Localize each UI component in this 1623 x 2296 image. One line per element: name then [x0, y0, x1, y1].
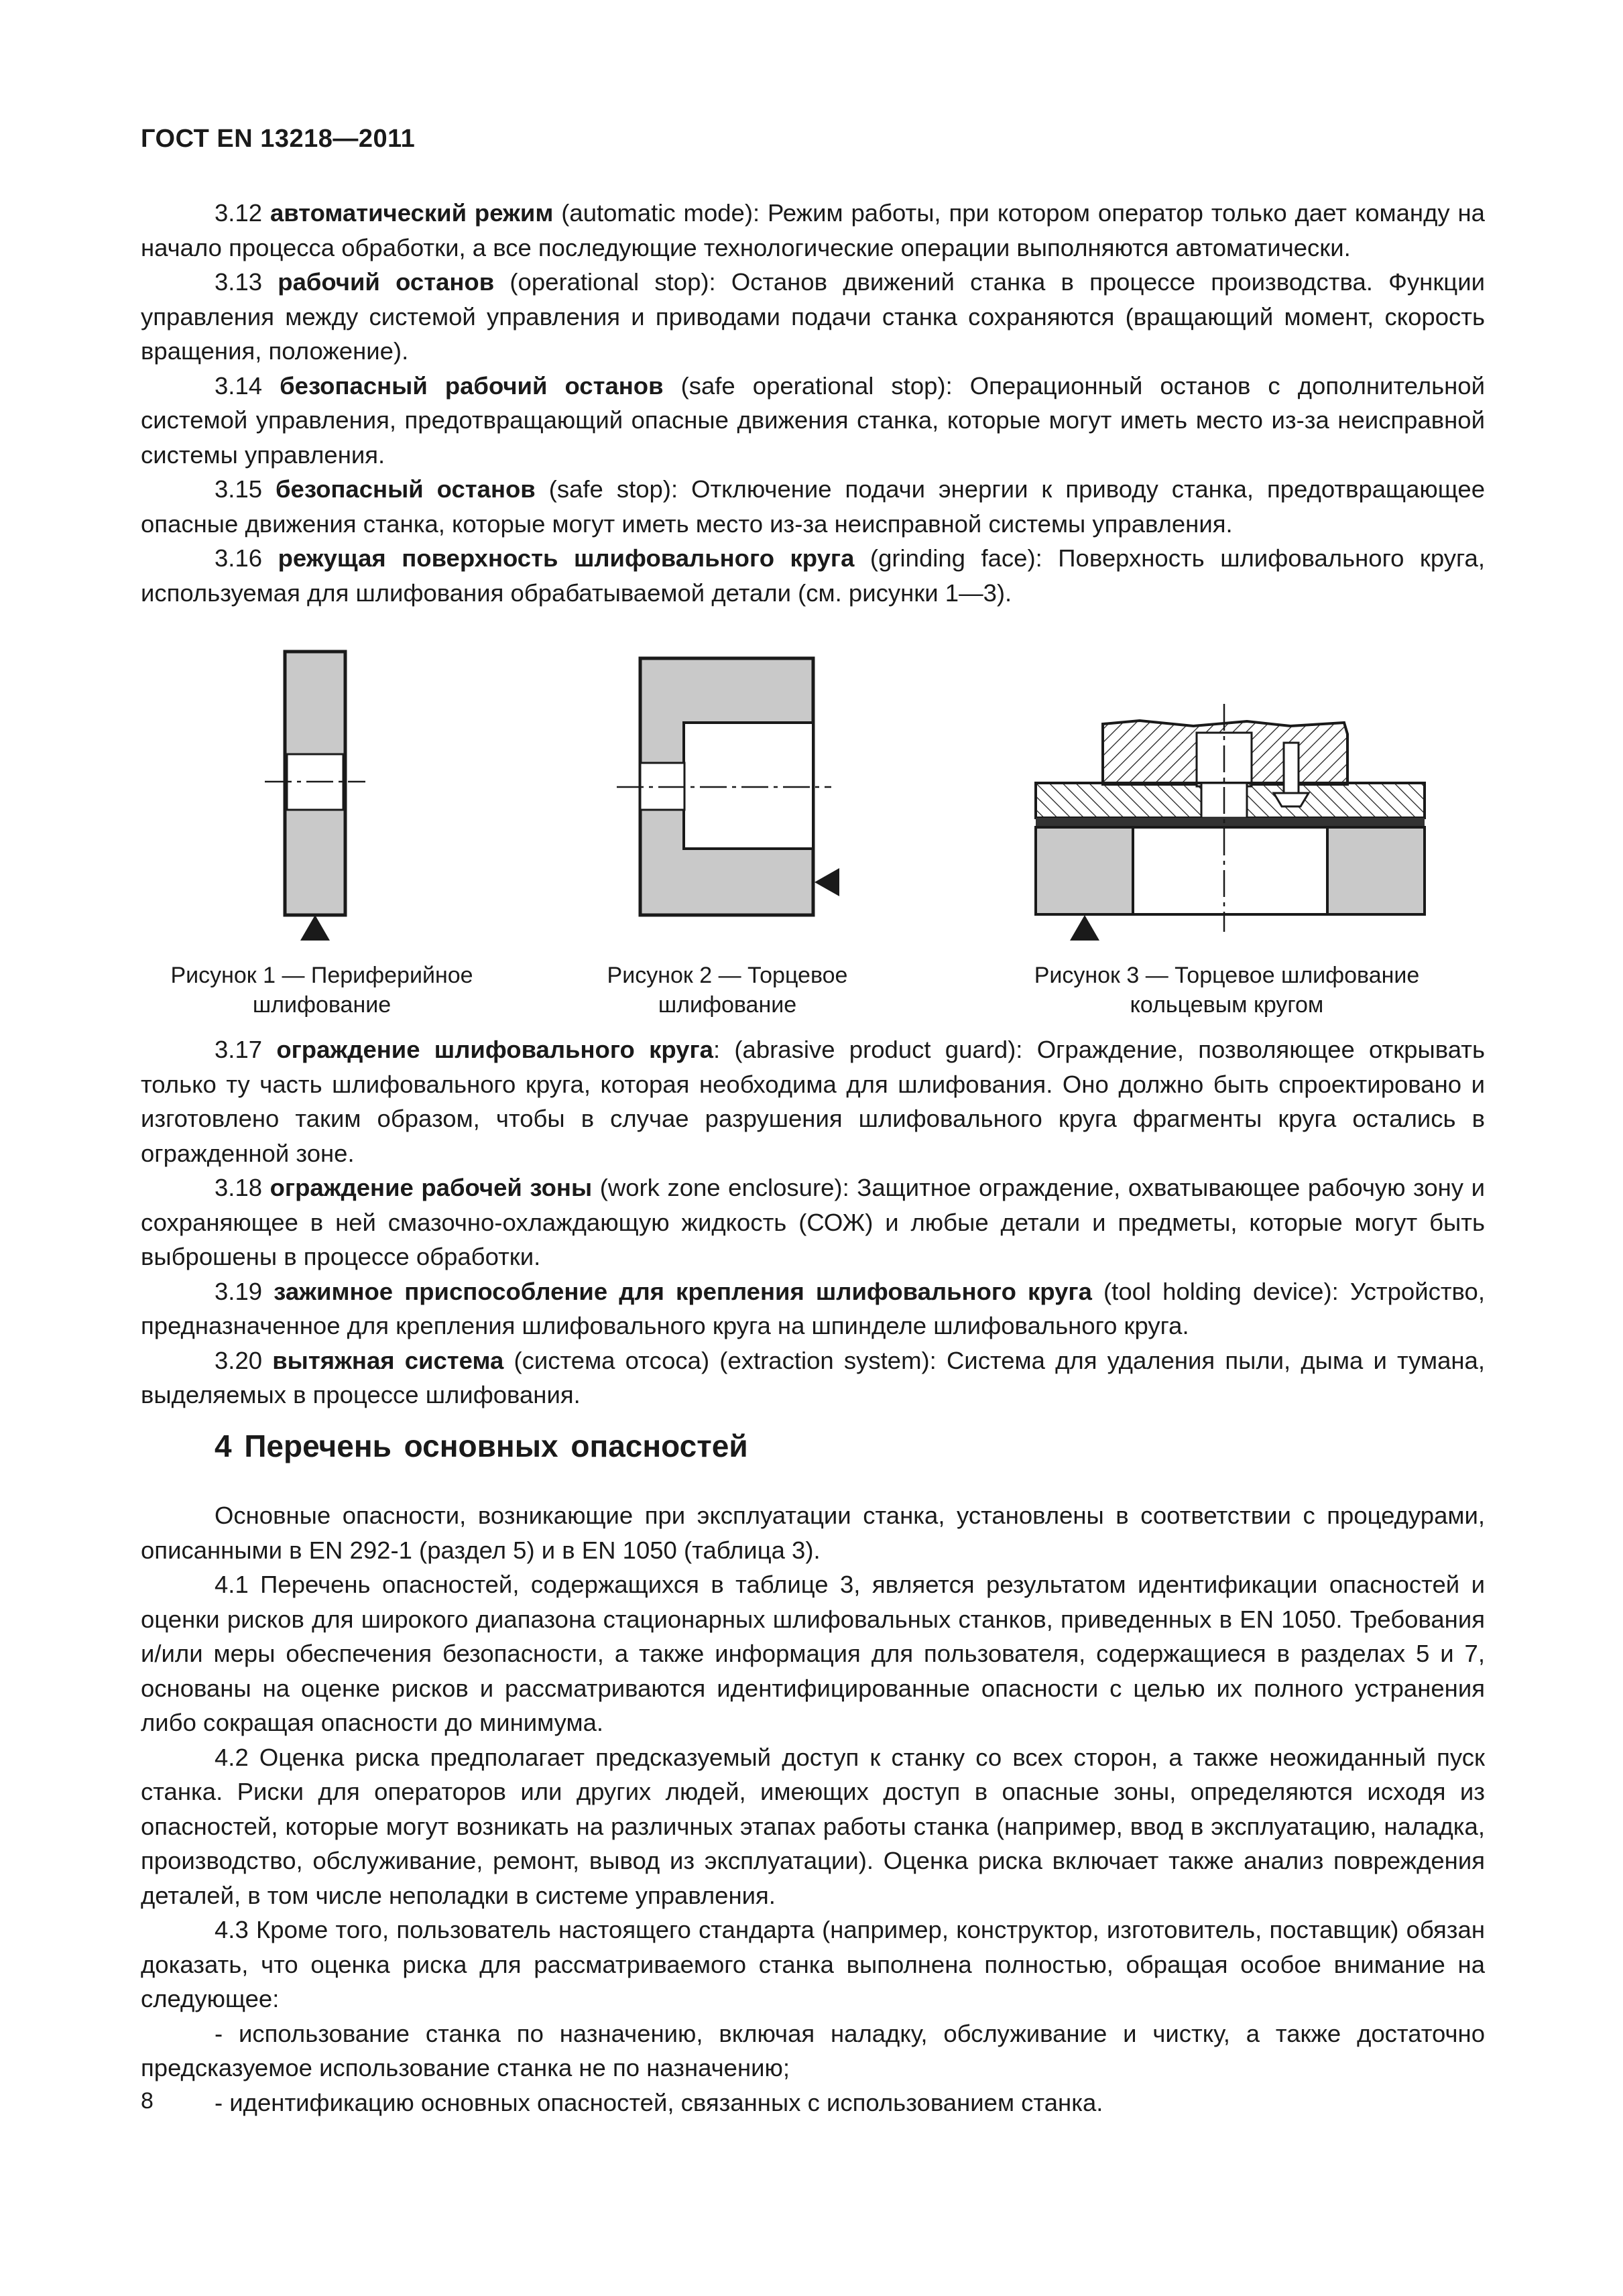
- grinding-face-marker: [1070, 915, 1099, 941]
- figure-1-drawing: [265, 652, 365, 941]
- list-item: - использование станка по назначению, включая наладку, обслуживание и чистку, а также достаточно предсказуемое использование станка не по назначению;: [141, 2019, 1485, 2081]
- figures-drawing: [0, 623, 1623, 945]
- figure-3-caption: Рисунок 3 — Торцевое шлифование кольцевым кругом: [1034, 963, 1420, 1018]
- definitions-block-1: [141, 196, 1485, 610]
- figure-2-caption: Рисунок 2 — Торцевое шлифование: [607, 963, 848, 1018]
- term: режущая поверхность шлифовального круга: [278, 544, 855, 572]
- term: ограждение шлифовального круга: [276, 1036, 713, 1063]
- definition-3-13: 3.13 рабочий останов (operational stop): Останов движений станка в процессе производства. Функции управления между системой управления и приводами подачи станка сохраняются (вращающий момент, скорость вращения, положение).: [141, 268, 1485, 365]
- ring-wheel-bore: [1133, 827, 1327, 914]
- term: зажимное приспособление для крепления шлифовального круга: [274, 1277, 1092, 1305]
- paragraph: Основные опасности, возникающие при эксплуатации станка, установлены в соответствии с процедурами, описанными в EN 292-1 (раздел 5) и в EN 1050 (таблица 3).: [141, 1502, 1485, 1564]
- ring-wheel-right: [1327, 827, 1425, 914]
- page-number: 8: [141, 2088, 154, 2114]
- document-header: ГОСТ EN 13218—2011: [141, 125, 416, 153]
- paragraph: 4.1 Перечень опасностей, содержащихся в таблице 3, является результатом идентификации опасностей и оценки рисков для широкого диапазона стационарных шлифовальных станков, приведенных в EN 1050. Требования и/или меры обеспечения безопасности, а также информация для пользователя, содержащиеся в разделах 5 и 7, основаны на оценке рисков и рассматриваются идентифицированные опасности с целью их полного устранения либо сокращая опасности до минимума.: [141, 1571, 1485, 1736]
- figure-1-caption: Рисунок 1 — Периферийное шлифование: [170, 963, 473, 1018]
- term: безопасный останов: [276, 475, 536, 503]
- paragraph: 4.2 Оценка риска предполагает предсказуемый доступ к станку со всех сторон, а также неожиданный пуск станка. Риски для операторов или других людей, имеющих доступ в опасные зоны, определяются исходя из опасностей, которые могут возникать на различных этапах работы станка (например, ввод в эксплуатацию, наладка, производство, обслуживание, ремонт, вывод из эксплуатации). Оценка риска включает также анализ повреждения деталей, в том числе неполадки в системе управления.: [141, 1743, 1485, 1909]
- cup-recess: [684, 723, 813, 849]
- ring-wheel-left: [1036, 827, 1133, 914]
- definition-3-12: 3.12 автоматический режим (automatic mode): Режим работы, при котором оператор только дает команду на начало процесса обработки, а все последующие технологические операции выполняются автоматически.: [141, 199, 1485, 261]
- paragraph: 4.3 Кроме того, пользователь настоящего стандарта (например, конструктор, изготовитель, поставщик) обязан доказать, что оценка риска для рассматриваемого станка выполнена полностью, обращая особое внимание на следующее:: [141, 1916, 1485, 2012]
- definition-3-16: 3.16 режущая поверхность шлифовального круга (grinding face): Поверхность шлифовального круга, используемая для шлифования обрабатываемой детали (см. рисунки 1—3).: [141, 544, 1485, 607]
- definition-3-20: 3.20 вытяжная система (система отсоса) (extraction system): Система для удаления пыли, дыма и тумана, выделяемых в процессе шлифования.: [141, 1346, 1485, 1408]
- definition-3-17: 3.17 ограждение шлифовального круга: (abrasive product guard): Ограждение, позволяющее открывать только ту часть шлифовального круга, которая необходима для шлифования. Оно должно быть спроектировано и изготовлено таким образом, чтобы в случае разрушения шлифовального круга фрагменты круга остались в огражденной зоне.: [141, 1036, 1485, 1167]
- list-item: - идентификацию основных опасностей, связанных с использованием станка.: [215, 2088, 1103, 2116]
- figure-3-drawing: [1036, 704, 1425, 941]
- definitions-block-2: [141, 1032, 1485, 1412]
- term: вытяжная система: [272, 1346, 504, 1374]
- section-4-title: 4 Перечень основных опасностей: [215, 1429, 748, 1463]
- wheel-band: [1036, 818, 1425, 827]
- term: рабочий останов: [278, 268, 495, 296]
- section-4-body: [141, 1498, 1485, 2120]
- definition-3-19: 3.19 зажимное приспособление для крепления шлифовального круга (tool holding device): Устройство, предназначенное для крепления шлифовального круга на шпинделе шлифовального круга.: [141, 1277, 1485, 1339]
- term: ограждение рабочей зоны: [269, 1174, 593, 1201]
- grinding-face-marker: [815, 868, 839, 896]
- bolt: [1284, 743, 1299, 793]
- definition-3-14: 3.14 безопасный рабочий останов (safe operational stop): Операционный останов с дополнительной системой управления, предотвращающий опасные движения станка, которые могут иметь место из-за неисправной системы управления.: [141, 371, 1485, 469]
- definition-3-15: 3.15 безопасный останов (safe stop): Отключение подачи энергии к приводу станка, предотвращающее опасные движения станка, которые могут иметь место из-за неисправной системы управления.: [141, 475, 1485, 538]
- figure-2-drawing: [617, 658, 839, 915]
- grinding-face-marker: [300, 915, 330, 941]
- term: безопасный рабочий останов: [280, 371, 664, 400]
- definition-3-18: 3.18 ограждение рабочей зоны (work zone enclosure): Защитное ограждение, охватывающее рабочую зону и сохраняющее в ней смазочно-охлаждающую жидкость (СОЖ) и любые детали и предметы, которые могут быть выброшены в процессе обработки.: [141, 1174, 1485, 1270]
- term: автоматический режим: [269, 199, 554, 227]
